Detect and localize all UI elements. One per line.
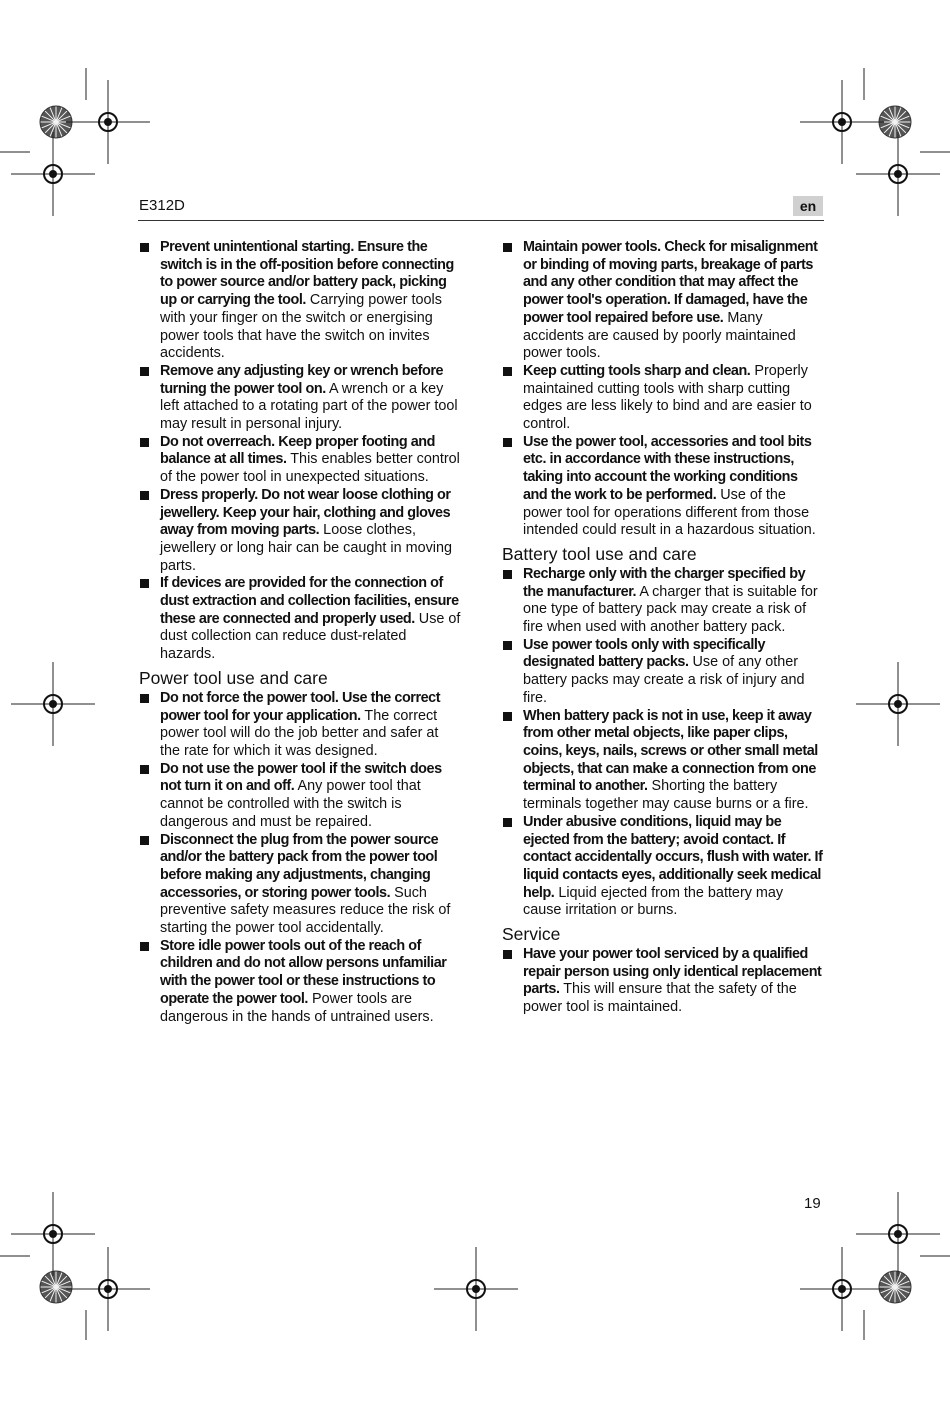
safety-list <box>139 239 461 664</box>
item-lead: Do not overreach. Keep proper footing and balance at all times. <box>160 433 435 468</box>
list-item <box>502 566 824 637</box>
list-item <box>139 690 461 761</box>
item-text: Such preventive safety measures reduce the risk of starting the power tool accidentally. <box>160 884 451 937</box>
item-lead: Keep cutting tools sharp and clean. <box>523 362 751 379</box>
list-item <box>502 637 824 708</box>
list-item <box>139 239 461 363</box>
list-item <box>502 946 824 1017</box>
item-text: Liquid ejected from the battery may cause irritation or burns. <box>523 884 784 919</box>
item-text: Properly maintained cutting tools with sharp cutting edges are less likely to bind and are easier to control. <box>523 362 812 433</box>
battery-list <box>502 566 824 920</box>
item-lead: If devices are provided for the connection of dust extraction and collection facilities, ensure these are connected and properly used. <box>160 575 459 627</box>
item-lead: Do not force the power tool. Use the correct power tool for your application. <box>160 689 441 724</box>
item-text: A charger that is suitable for one type of battery pack may create a risk of fire when used with another battery pack. <box>523 583 818 636</box>
item-lead: When battery pack is not in use, keep it away from other metal objects, like paper clips, coins, keys, nails, screws or other small metal objects, that can make a connection from one terminal to another. <box>523 707 818 795</box>
item-text: Any power tool that cannot be controlled with the switch is dangerous and must be repaired. <box>160 778 421 830</box>
item-text: Use of the power tool for operations different from those intended could result in a hazardous situation. <box>523 486 816 539</box>
list-item <box>502 708 824 814</box>
language-badge: en <box>793 196 823 216</box>
item-lead: Disconnect the plug from the power source and/or the battery pack from the power tool before making any adjustments, changing accessories, or storing power tools. <box>160 831 439 901</box>
item-lead: Do not use the power tool if the switch does not turn it on and off. <box>160 760 442 795</box>
section-heading-power-tool: Power tool use and care <box>139 667 328 688</box>
right-column <box>502 239 824 1017</box>
item-text: This will ensure that the safety of the power tool is maintained. <box>523 981 797 1016</box>
item-lead: Prevent unintentional starting. Ensure the switch is in the off-position before connecting to power source and/or battery pack, picking up or carrying the tool. <box>160 239 454 309</box>
list-item <box>502 434 824 540</box>
item-lead: Dress properly. Do not wear loose clothing or jewellery. Keep your hair, clothing and gloves away from moving parts. <box>160 486 451 539</box>
item-text: Power tools are dangerous in the hands of untrained users. <box>160 990 434 1025</box>
power-tool-list <box>139 690 461 1026</box>
page-number: 19 <box>804 1195 821 1212</box>
list-item <box>139 363 461 434</box>
item-text: Loose clothes, jewellery or long hair can be caught in moving parts. <box>160 522 452 574</box>
list-item <box>139 938 461 1027</box>
list-item <box>139 575 461 664</box>
list-item <box>139 434 461 487</box>
section-heading-battery: Battery tool use and care <box>502 543 697 564</box>
item-lead: Use the power tool, accessories and tool bits etc. in accordance with these instructions, taking into account the working conditions and the work to be performed. <box>523 433 812 503</box>
list-item <box>139 487 461 576</box>
item-text: A wrench or a key left attached to a rotating part of the power tool may result in personal injury. <box>160 380 458 433</box>
list-item <box>139 761 461 832</box>
list-item <box>139 832 461 938</box>
item-lead: Remove any adjusting key or wrench before turning the power tool on. <box>160 362 444 397</box>
left-column <box>139 239 461 1026</box>
item-text: Shorting the battery terminals together may cause burns or a fire. <box>523 778 809 813</box>
item-lead: Use power tools only with specifically designated battery packs. <box>523 636 765 671</box>
item-lead: Maintain power tools. Check for misalignment or binding of moving parts, breakage of parts and any other condition that may affect the power tool's operation. If damaged, have the power tool repaired before use. <box>523 239 818 326</box>
item-text: This enables better control of the power tool in unexpected situations. <box>160 451 460 486</box>
header-divider <box>138 220 824 221</box>
item-text: Use of any other battery packs may create a risk of injury and fire. <box>523 654 805 706</box>
service-list <box>502 946 824 1017</box>
item-lead: Store idle power tools out of the reach of children and do not allow persons unfamiliar with the power tool or these instructions to operate the power tool. <box>160 937 447 1007</box>
item-lead: Have your power tool serviced by a qualified repair person using only identical replacement parts. <box>523 946 822 998</box>
item-text: Use of dust collection can reduce dust-related hazards. <box>160 610 461 663</box>
item-text: Many accidents are caused by poorly maintained power tools. <box>523 309 796 362</box>
item-lead: Under abusive conditions, liquid may be ejected from the battery; avoid contact. If contact accidentally occurs, flush with water. If liquid contacts eyes, additionally seek medical help. <box>523 813 823 901</box>
item-text: Carrying power tools with your finger on the switch or energising power tools that have the switch on invites accidents. <box>160 292 442 362</box>
list-item <box>502 239 824 363</box>
section-heading-service: Service <box>502 924 561 945</box>
maintenance-list <box>502 239 824 540</box>
model-number: E312D <box>139 197 185 214</box>
list-item <box>502 814 824 920</box>
item-text: The correct power tool will do the job better and safer at the rate for which it was designed. <box>160 707 439 759</box>
list-item <box>502 363 824 434</box>
item-lead: Recharge only with the charger specified by the manufacturer. <box>523 565 806 600</box>
